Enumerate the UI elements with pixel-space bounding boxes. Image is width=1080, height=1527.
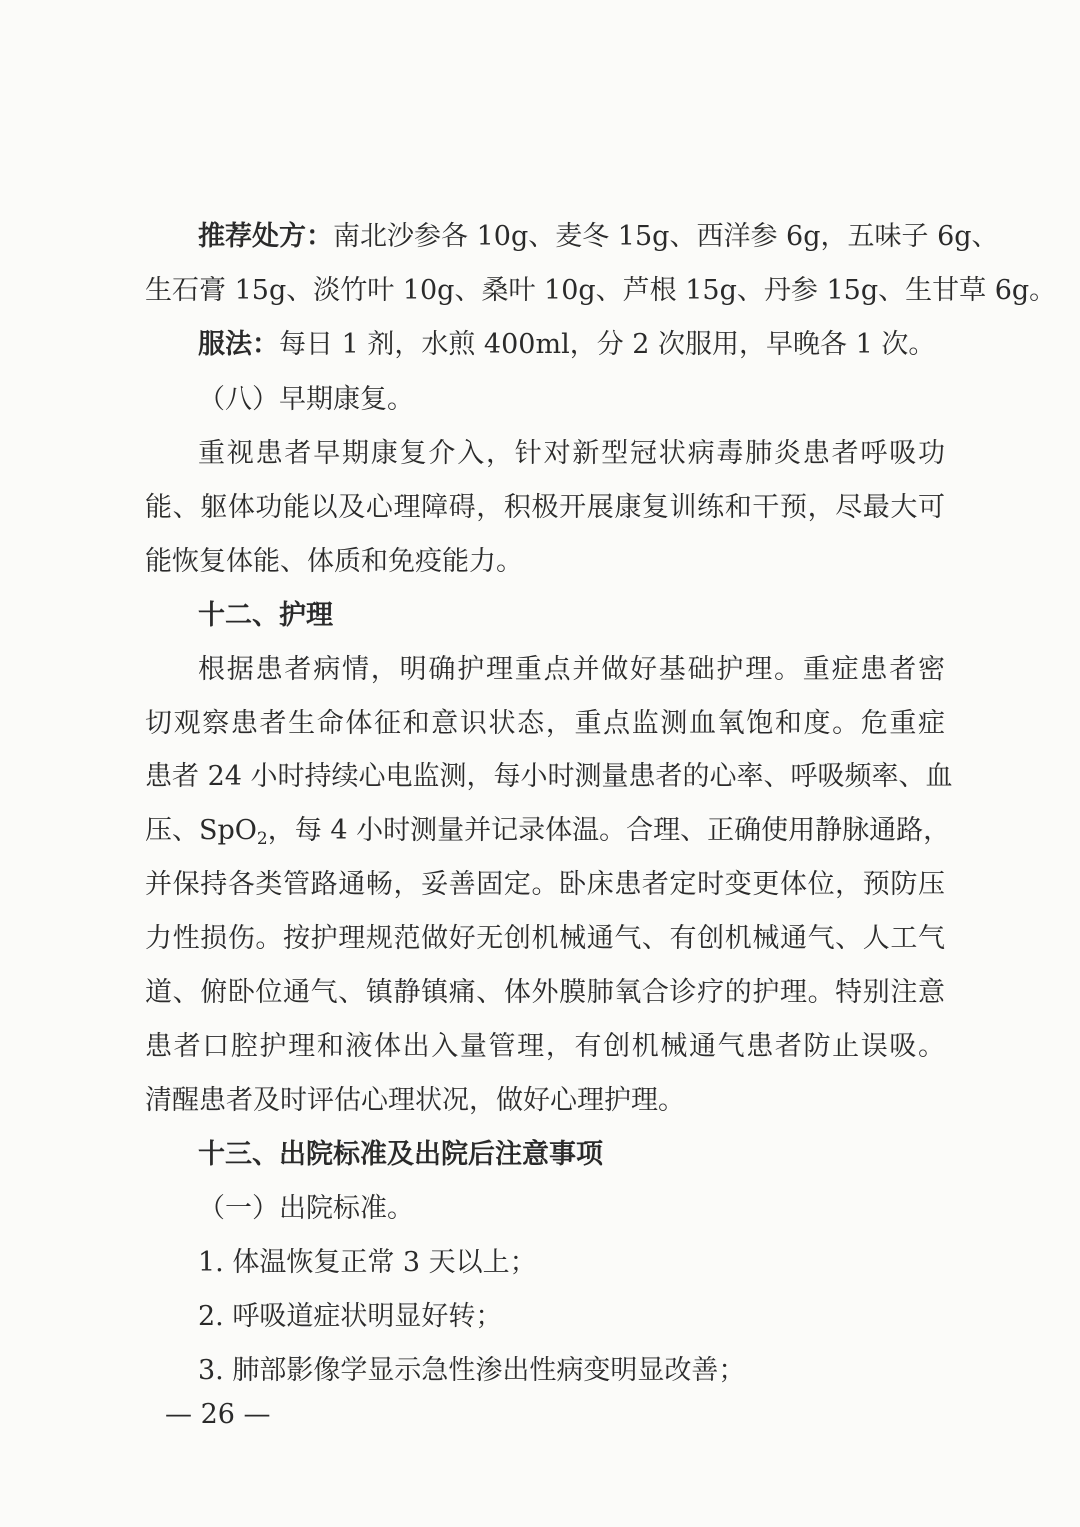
usage-label: 服法：: [198, 329, 279, 360]
discharge-item-3: 3. 肺部影像学显示急性渗出性病变明显改善；: [198, 1355, 746, 1386]
spo2-pre: 压、SpO: [145, 815, 257, 846]
section-12-heading: 十二、护理: [198, 600, 333, 631]
section-12-line-2: 切观察患者生命体征和意识状态，重点监测血氧饱和度。危重症: [145, 708, 945, 739]
section-8-line-2: 能、躯体功能以及心理障碍，积极开展康复训练和干预，尽最大可: [145, 492, 945, 523]
section-12-line-1: 根据患者病情，明确护理重点并做好基础护理。重症患者密: [198, 654, 945, 685]
prescription-label: 推荐处方：: [198, 221, 333, 252]
section-13-subtitle: （一）出院标准。: [198, 1193, 414, 1224]
section-12-line-4: [145, 811, 951, 851]
section-12-line-6: 力性损伤。按护理规范做好无创机械通气、有创机械通气、人工气: [145, 923, 945, 954]
prescription-line-1: [198, 217, 999, 257]
section-12-line-7: 道、俯卧位通气、镇静镇痛、体外膜肺氧合诊疗的护理。特别注意: [145, 977, 945, 1008]
discharge-item-2: 2. 呼吸道症状明显好转；: [198, 1301, 503, 1332]
usage-line: [198, 325, 945, 365]
section-13-heading: 十三、出院标准及出院后注意事项: [198, 1139, 603, 1170]
section-12-line-5: 并保持各类管路通畅，妥善固定。卧床患者定时变更体位，预防压: [145, 869, 945, 900]
usage-text: 每日 1 剂，水煎 400ml，分 2 次服用，早晚各 1 次。: [279, 329, 936, 360]
section-8-line-3: 能恢复体能、体质和免疫能力。: [145, 546, 523, 577]
prescription-line-2: 生石膏 15g、淡竹叶 10g、桑叶 10g、芦根 15g、丹参 15g、生甘草 6g。: [145, 275, 1057, 306]
section-8-title: （八）早期康复。: [198, 384, 414, 415]
spo2-post: ，每 4 小时测量并记录体温。合理、正确使用静脉通路，: [267, 815, 951, 846]
section-12-line-8: 患者口腔护理和液体出入量管理，有创机械通气患者防止误吸。: [145, 1031, 945, 1062]
section-8-line-1: 重视患者早期康复介入，针对新型冠状病毒肺炎患者呼吸功: [198, 438, 945, 469]
section-12-line-3: 患者 24 小时持续心电监测，每小时测量患者的心率、呼吸频率、血: [145, 761, 953, 792]
page-number: — 26 —: [165, 1399, 271, 1430]
section-12-line-9: 清醒患者及时评估心理状况，做好心理护理。: [145, 1085, 685, 1116]
discharge-item-1: 1. 体温恢复正常 3 天以上；: [198, 1247, 537, 1278]
prescription-text-1: 南北沙参各 10g、麦冬 15g、西洋参 6g，五味子 6g、: [333, 221, 999, 252]
spo2-subscript: 2: [256, 829, 268, 849]
